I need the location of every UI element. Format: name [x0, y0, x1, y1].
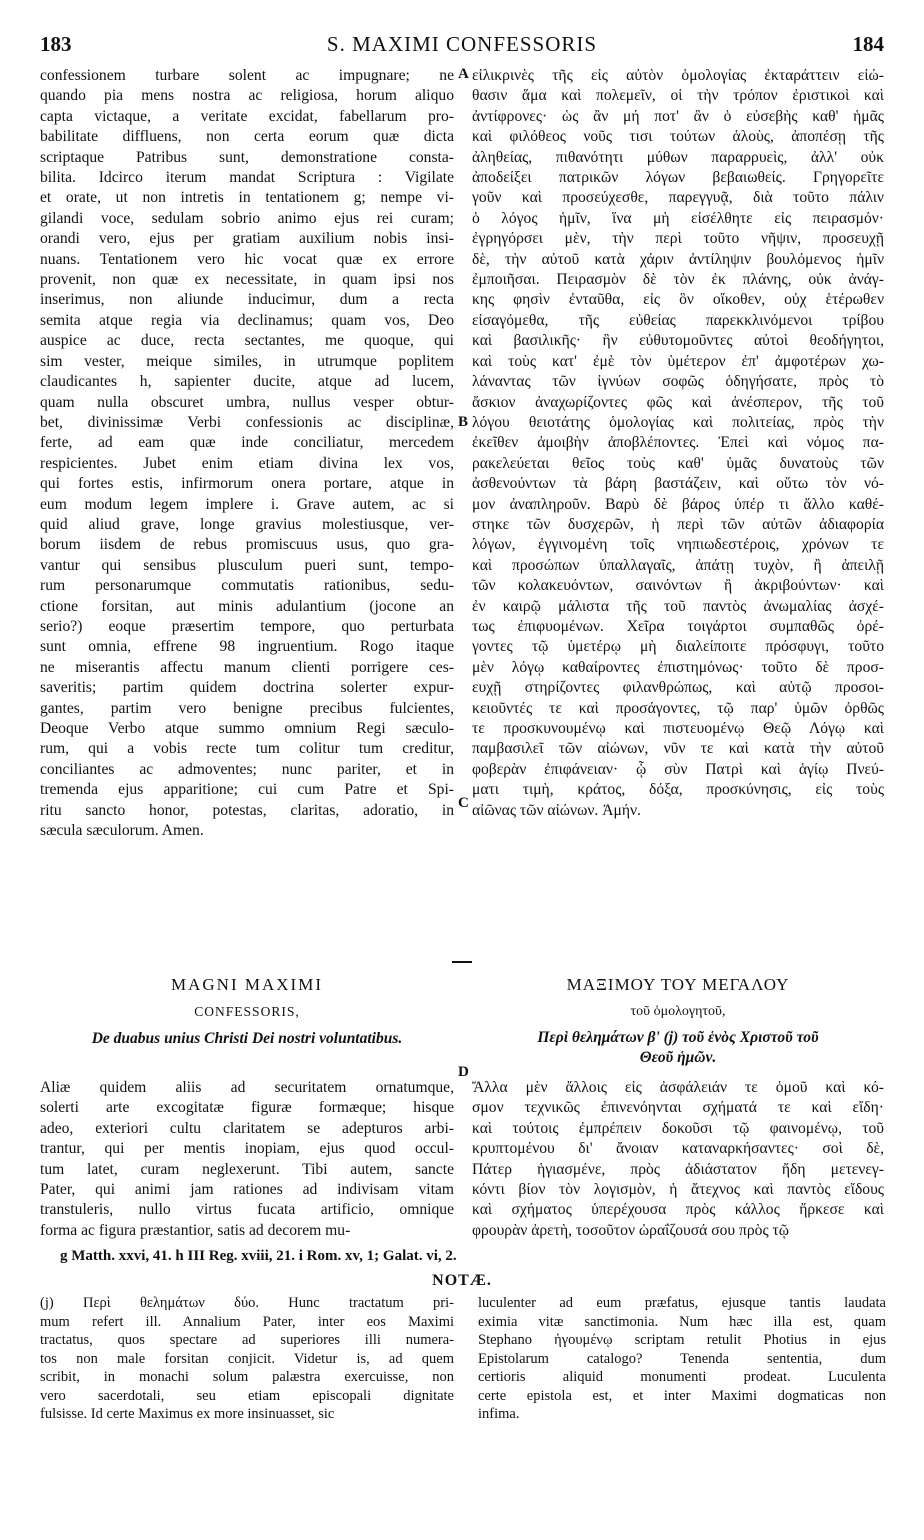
latin-text-line: bet, divinissimæ Verbi confessionis ac disciplinæ,: [40, 413, 454, 431]
latin-text-line: solerti arte excogitatæ figuræ formæque; hisque: [40, 1099, 454, 1117]
greek-text-line: φρουρὰν ἀρετὴ, τοσοῦτον ὡραΐζουσά σου πρὸς τῷ: [472, 1221, 790, 1239]
greek-text-line: ἐμποιῆσαι. Πειρασμὸν δὲ τὸν ἐκ πλάνης, οὐκ ἀνάγ-: [472, 271, 884, 289]
greek-text-line: καὶ φιλόθεος νοῦς τισι τούτων ἁλοὺς, ἀποπέσῃ τῆς: [472, 128, 884, 146]
greek-text-top: [472, 66, 884, 821]
latin-text-line: quid aliud grave, longe gravius molestiusque, ver-: [40, 515, 454, 533]
greek-heading-subtitle: τοῦ ὁμολογητοῦ,: [630, 1004, 726, 1019]
note-line: Epistolarum catalogo? Tenenda sententia, dum: [478, 1350, 886, 1367]
latin-text-line: gilandi voce, sedulam sobrio animo ejus rei curam;: [40, 209, 454, 227]
greek-text-line: τε προσκυνουμένῳ καὶ πιστευομένῳ Θεῷ Λόγῳ καὶ: [472, 720, 884, 737]
latin-text-line: Aliæ quidem aliis ad securitatem ornatumque,: [40, 1079, 454, 1096]
greek-text-line: στηκε τῶν δυσχερῶν, ἡ περὶ τῶν αὐτῶν ἀδιαφορία: [472, 515, 884, 533]
note-line: tos non male forsitan conjicit. Videtur is, ad quem: [40, 1350, 454, 1367]
page-number-left: 183: [40, 32, 72, 56]
greek-text-line: ἀσθενούντων τὰ βάρη βαστάζειν, καὶ οὕτω τὸν νό-: [472, 475, 884, 493]
latin-text-line: ctione forsitan, aut minis adulantium (jocone an: [40, 597, 454, 615]
greek-text-line: κειοῦντές τε καὶ προσάγοντες, τῷ παρ' ὑμῶν ὀρθῶς: [472, 699, 884, 717]
greek-text-line: εἰσαγόμεθα, τῆς εὐθείας παρεκκλινόμενοι τρίβου: [472, 311, 884, 329]
latin-text-line: sæcula sæculorum. Amen.: [40, 822, 204, 840]
latin-text-line: bilita. Idcirco iterum mandat Scriptura : Vigilate: [40, 169, 454, 187]
latin-text-line: auspice ac duce, recta sectantes, me quoque, qui: [40, 332, 454, 350]
greek-text-bottom: [472, 1078, 884, 1241]
margin-mark-c: C: [458, 795, 469, 811]
note-line: certe epistola est, et inter Maximi dogmaticas non: [478, 1387, 886, 1404]
latin-text-line: quando pia mens nostra ac religiosa, horum aliquo: [40, 87, 454, 105]
note-line: tractatus, quos spectare ad superiores illi numera-: [40, 1332, 454, 1348]
latin-text-line: provenit, non quæ ex necessitate, in quam ipsi nos: [40, 271, 454, 289]
latin-text-line: qui fortes estis, infirmorum onera portare, atque in: [40, 475, 454, 493]
margin-mark-b: B: [458, 414, 469, 430]
note-line: fulsisse. Id certe Maximus ex more insinuasset, sic: [40, 1406, 335, 1422]
note-line: (j) Περὶ θελημάτων δύο. Hunc tractatum pri-: [40, 1295, 454, 1311]
note-line: Stephano ἡγουμένῳ scriptam retulit Photius in ejus: [478, 1332, 886, 1348]
margin-mark-d: D: [458, 1064, 469, 1080]
latin-heading-subtitle: CONFESSORIS,: [194, 1004, 300, 1019]
latin-text-line: ferte, ad eam quæ inde conciliatur, mercedem: [40, 434, 454, 452]
note-line: vero sacerdotali, seu etiam episcopali dignitate: [40, 1387, 454, 1404]
latin-text-line: tum latet, curam neglexerunt. Tibi autem, sancte: [40, 1160, 454, 1178]
note-line: mum refert ill. Annalium Pater, inter eos Maximi: [40, 1313, 454, 1330]
latin-text-line: ritu sancto honor, potestas, claritas, adoratio, in: [40, 801, 454, 819]
note-line: eximia vitæ sanctimonia. Num hæc illa est, quam: [478, 1313, 886, 1330]
latin-text-line: serio?) eoque præsertim tempore, quo perturbata: [40, 617, 454, 635]
greek-text-line: κόντι βίον τὸν λογισμὸν, ἡ ἄτεχνος καὶ παντὸς εἴδους: [472, 1181, 884, 1199]
latin-text-line: Deoque Verbo atque summo omnium Regi sæculo-: [40, 720, 454, 737]
section-divider: [452, 961, 472, 963]
greek-text-line: τῶν κολακευόντων, σαινόντων ἢ ἀκριβούντων· καὶ: [472, 577, 884, 595]
latin-heading-title: MAGNI MAXIMI: [171, 975, 323, 994]
latin-text-line: eum modum legem implere i. Grave autem, ac si: [40, 495, 454, 513]
latin-text-bottom: [40, 1078, 454, 1241]
notae-heading: NOTÆ.: [432, 1272, 492, 1289]
greek-text-line: ὁ λόγος ἡμῖν, ἵνα μὴ εἰσέλθητε εἰς πειρασμόν·: [472, 209, 884, 227]
latin-text-line: Pater, qui animi jam rationes ad indivisam vitam: [40, 1181, 454, 1199]
note-line: scribit, in monachi solum palæstra exercuisse, non: [40, 1369, 454, 1385]
greek-text-line: εἰλικρινὲς τῆς εἰς αὐτὸν ὁμολογίας ἐκταράττειν εἰώ-: [472, 67, 884, 84]
latin-text-line: vantur qui sensibus plusculum pueri sunt, tempo-: [40, 556, 454, 574]
greek-text-line: ἐν καιρῷ μάλιστα τῆς τοῦ παντὸς ἀνωμαλίας ἀσχέ-: [472, 597, 884, 615]
note-line: certioris aliquid monumenti prodeat. Luculenta: [478, 1369, 886, 1385]
latin-text-line: transtuleris, nullo virtus fucata artificio, omnique: [40, 1201, 454, 1219]
notes-left-column: [40, 1294, 454, 1424]
latin-text-line: conciliantes ac admoventes; nunc pariter, et in: [40, 760, 454, 778]
latin-text-line: inserimus, non aliunde inducimur, dum a recta: [40, 291, 454, 309]
greek-text-line: φοβερὰν ἐπιφάνειαν· ᾧ σὺν Πατρὶ καὶ ἁγίῳ Πνεύ-: [472, 760, 884, 778]
latin-text-line: trantur, qui per mentis inopiam, ejus quod occul-: [40, 1140, 454, 1158]
latin-text-line: saveritis; partim quidem doctrina solerter expur-: [40, 679, 454, 697]
greek-text-line: θασιν ἅμα καὶ πολεμεῖν, οἱ τὴν τρόπον ἐριστικοὶ καὶ: [472, 87, 884, 105]
greek-text-line: καὶ σχήματος ὑπερέχουσα πρὸς κάλλος ἤρκεσε καὶ: [472, 1201, 884, 1219]
latin-text-line: rum personarumque commutatis rationibus, sedu-: [40, 577, 454, 595]
greek-text-line: ευχῇ στηρίζοντες φιλανθρώπως, καὶ αὐτῷ προσοι-: [472, 679, 884, 697]
greek-text-line: ματι τιμὴ, κράτος, δόξα, προσκύνησις, εἰς τοὺς: [472, 781, 884, 799]
greek-text-line: μον ἀναπληροῦν. Βαρὺ δὲ βάρος ὑπέρ τι ἄλλο καθέ-: [472, 495, 884, 513]
greek-text-line: δὲ, τὴν αὐτοῦ κατὰ χάριν ἀντίληψιν βουλόμενος ἡμῖν: [472, 250, 884, 268]
greek-text-line: ἄσκιον ἀναχωρίζοντες φῶς καὶ ἀνέσπερον, τῆς τοῦ: [472, 393, 884, 411]
greek-heading-work-cont: Θεοῦ ἡμῶν.: [639, 1049, 717, 1066]
greek-text-line: Ἄλλα μὲν ἄλλοις εἰς ἀσφάλειάν τε ὁμοῦ καὶ κό-: [472, 1079, 884, 1096]
latin-text-line: respicientes. Jubet enim etiam divina lex vos,: [40, 454, 454, 472]
greek-text-line: ἀληθείας, πιθανότητι μύθων παραρρυεὶς, ἀλλ' οὐκ: [472, 148, 884, 166]
latin-text-line: semita atque regia via declinamus; quam vos, Deo: [40, 311, 454, 329]
latin-text-line: sim vester, meique similes, in utrumque poplitem: [40, 352, 454, 370]
greek-text-line: τως ἐπιφυομένων. Χεῖρα τοιγάρτοι συμπαθῶς ὀρέ-: [472, 617, 884, 635]
greek-text-line: καὶ βασιλικῆς· ἣν εὐθυτομοῦντες αὐτοὶ θεοδήγητοι,: [472, 332, 884, 350]
greek-text-line: λόγου θειοτάτης ὁμολογίας καὶ πολιτείας, πρὸς τὴν: [472, 413, 884, 431]
greek-heading-work: Περὶ θελημάτων β' (j) τοῦ ἑνὸς Χριστοῦ τοῦ: [537, 1029, 819, 1046]
note-line: luculenter ad eum præfatus, ejusque tantis laudata: [478, 1295, 886, 1311]
latin-text-line: orandi vero, ejus per gratiam auxilium nobis insi-: [40, 230, 454, 248]
margin-mark-a: A: [458, 66, 469, 82]
greek-text-line: μὲν λόγῳ καθαίροντες ἐπιστημόνως· τοῦτο δὲ προσ-: [472, 658, 884, 676]
greek-text-line: καὶ προσώπων ὑπαλλαγαῖς, ἀπάτῃ τυχὸν, ἢ ἀπειλῇ: [472, 556, 884, 574]
notes-right-column: [478, 1294, 886, 1424]
scripture-footnotes: g Matth. xxvi, 41. h III Reg. xviii, 21. i Rom. xv, 1; Galat. vi, 2.: [60, 1248, 457, 1264]
page-number-right: 184: [852, 32, 884, 56]
greek-text-line: ἀποδείξει πατρικῶν λόγων βεβαιωθείς. Γρηγορεῖτε: [472, 169, 884, 187]
greek-text-line: γοντες τῷ ὑμετέρῳ μὴ διαλείποιτε πρόσφυγι, τοῦτο: [472, 638, 884, 656]
latin-text-line: ne miserantis affectu manum clienti porrigere ces-: [40, 658, 454, 676]
latin-text-line: tremenda ejus apparitione; cui cum Patre et Spi-: [40, 781, 454, 799]
latin-text-line: rum, qui a vobis recte tum colitur tum creditur,: [40, 740, 454, 758]
latin-text-line: scriptaque Patribus sunt, demonstratione consta-: [40, 148, 454, 166]
latin-text-line: confessionem turbare solent ac impugnare; ne: [40, 67, 454, 84]
greek-text-line: κρυπτομένου δι' ἄνοιαν καταναρκήσαντες· σοὶ δὲ,: [472, 1140, 884, 1158]
latin-text-line: capta victaque, a veritate excidat, fabellarum pro-: [40, 107, 454, 125]
greek-text-line: γοῦν καὶ προσεύχεσθε, παρεγγυᾷ, διὰ τοῦτο πάλιν: [472, 189, 884, 207]
greek-text-line: ἀντίφρονες· ὡς ἂν μή ποτ' ἂν ὁ εὐσεβὴς καθ' ἡμᾶς: [472, 107, 884, 125]
latin-text-line: quam nulla obscuret umbra, nullus vesper obtur-: [40, 393, 454, 411]
greek-text-line: αἰῶνας τῶν αἰώνων. Ἀμήν.: [472, 801, 641, 819]
latin-text-line: adeo, exteriori cultu claritatem se adepturos arbi-: [40, 1119, 454, 1137]
greek-text-line: κης φησὶν ἐνταῦθα, εἰς ὃν οἴκοθεν, οὐχ ἑτέρωθεν: [472, 291, 884, 309]
greek-text-line: ἐκεῖθεν ἀμοιβὴν ἀποβλέποντες. Ἐπεὶ καὶ νόμος πα-: [472, 434, 884, 452]
latin-text-line: babilitate diffluens, non certa eorum quæ dicta: [40, 128, 454, 146]
note-line: infima.: [478, 1406, 520, 1422]
latin-text-line: nuans. Tentationem vero hic vocat quæ ex errore: [40, 250, 454, 268]
greek-text-line: καὶ τούτοις ἐμπρέπειν δοκοῦσι τῷ φαινομένῳ, τοῦ: [472, 1119, 884, 1137]
latin-text-line: claudicantes h, sapienter ducite, atque ad lucem,: [40, 373, 454, 391]
greek-text-line: λάναντας τῶν ἰγνύων σοφῶς ὁδηγήσατε, πρὸς τὸ: [472, 373, 884, 391]
greek-text-line: σμον τεχνικῶς ἐπινενόηνται σχήματά τε καὶ εἴδη·: [472, 1099, 884, 1117]
latin-text-line: borum iisdem de rebus promiscuus usus, quo gra-: [40, 536, 454, 554]
running-title: S. MAXIMI CONFESSORIS: [326, 32, 598, 56]
latin-heading-work: De duabus unius Christi Dei nostri voluntatibus.: [91, 1030, 403, 1047]
greek-text-line: Πάτερ ἡγιασμένε, πρὸς ἀδιάστατον ἤδη μετενεγ-: [472, 1160, 884, 1178]
greek-text-line: παμβασιλεῖ τῶν αἰώνων, νῦν τε καὶ κατὰ τὴν αὐτοῦ: [472, 740, 884, 758]
latin-text-top: [40, 66, 454, 841]
greek-text-line: καὶ τοὺς κατ' ἐμὲ τὸν ὑμέτερον ἐπ' ἀμφοτέρων χω-: [472, 352, 884, 370]
greek-text-line: ρακελεύεται θεῖος τοὺς καθ' ὑμᾶς δυνατοὺς τῶν: [472, 454, 884, 472]
greek-heading-title: ΜΑΞΙΜΟΥ ΤΟΥ ΜΕΓΑΛΟΥ: [566, 975, 790, 994]
latin-text-line: sunt omnia, effrene 98 ingruentium. Rogo itaque: [40, 638, 454, 656]
greek-text-line: ἐγρηγόρσει μὲν, τὴν περὶ τοῦτο νῆψιν, προσευχῇ: [472, 230, 884, 248]
greek-text-line: λόγων, ἐγγινομένη τοῖς νηπιωδεστέροις, χρόνων τε: [472, 536, 884, 554]
latin-text-line: forma ac figura præstantior, satis ad decorem mu-: [40, 1221, 351, 1239]
latin-text-line: gantes, partim vero benigne precibus fulcientes,: [40, 699, 454, 717]
latin-text-line: et orate, ut non intretis in tentationem g; nempe vi-: [40, 189, 454, 207]
